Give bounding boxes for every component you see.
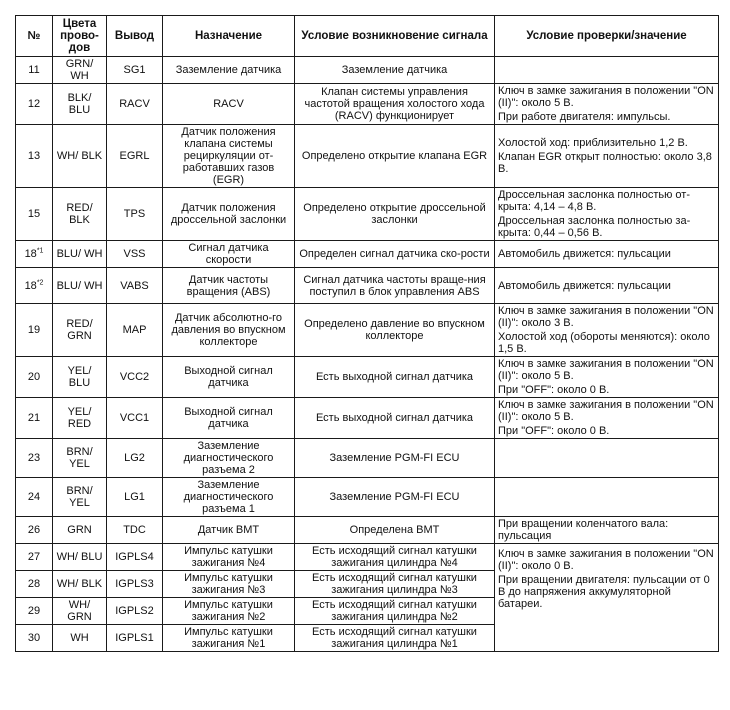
pin-number: [16, 478, 53, 517]
pin-code: SG1: [107, 57, 163, 84]
table-row: [16, 357, 719, 398]
pin-number: [16, 241, 53, 268]
table-row: [16, 478, 719, 517]
pin-purpose: Датчик абсолютно-го давления во впускном коллекторе: [163, 304, 295, 357]
table-row: [16, 398, 719, 439]
table-row: [16, 517, 719, 544]
wire-color: WH/ BLK: [53, 125, 107, 188]
pin-purpose: Импульс катушки зажигания №2: [163, 598, 295, 625]
pin-number: [16, 125, 53, 188]
pin-purpose: Импульс катушки зажигания №4: [163, 544, 295, 571]
pin-purpose: Заземление датчика: [163, 57, 295, 84]
header-num: №: [16, 16, 53, 57]
signal-condition: Есть исходящий сигнал катушки зажигания цилиндра №4: [295, 544, 495, 571]
signal-condition: Определена ВМТ: [295, 517, 495, 544]
table-row: [16, 544, 719, 571]
wire-color: GRN: [53, 517, 107, 544]
signal-condition: Есть исходящий сигнал катушки зажигания цилиндра №3: [295, 571, 495, 598]
pin-code: LG2: [107, 439, 163, 478]
pin-number-value: 20: [27, 371, 41, 383]
check-line: При вращении коленчатого вала: пульсация: [498, 518, 669, 542]
check-condition: [495, 398, 719, 439]
pin-number: [16, 439, 53, 478]
signal-condition: Есть исходящий сигнал катушки зажигания цилиндра №2: [295, 598, 495, 625]
pin-number: [16, 268, 53, 304]
table-row: [16, 84, 719, 125]
check-line: Дроссельная заслонка полностью от-крыта: 4,14 – 4,8 В.: [498, 189, 691, 213]
check-condition: [495, 517, 719, 544]
wire-color: BLU/ WH: [53, 241, 107, 268]
signal-condition: Заземление PGM-FI ECU: [295, 478, 495, 517]
check-line: Ключ в замке зажигания в положении "ON (II)": около 5 В.: [498, 85, 714, 109]
wire-color: YEL/ RED: [53, 398, 107, 439]
pin-number: [16, 517, 53, 544]
pin-code: VCC1: [107, 398, 163, 439]
pin-number-value: 18: [24, 279, 37, 292]
signal-condition: Есть выходной сигнал датчика: [295, 357, 495, 398]
pin-code: VCC2: [107, 357, 163, 398]
check-line: Ключ в замке зажигания в положении "ON (II)": около 0 В.: [498, 548, 714, 572]
signal-condition: Определено открытие дроссельной заслонки: [295, 188, 495, 241]
pin-number-value: 15: [27, 208, 41, 220]
table-row: [16, 188, 719, 241]
wire-color: WH/ BLU: [53, 544, 107, 571]
pin-number: 30: [16, 625, 53, 652]
pin-code: IGPLS2: [107, 598, 163, 625]
pin-code: LG1: [107, 478, 163, 517]
wire-color: WH/ BLK: [53, 571, 107, 598]
pin-number-value: 24: [27, 491, 41, 503]
pin-purpose: Импульс катушки зажигания №1: [163, 625, 295, 652]
header-check-condition: Условие проверки/значение: [495, 16, 719, 57]
wire-color: GRN/ WH: [53, 57, 107, 84]
pin-number-value: 11: [28, 64, 40, 76]
check-condition: [495, 478, 719, 517]
check-line: Холостой ход: приблизительно 1,2 В.: [498, 137, 688, 149]
signal-condition: Определено открытие клапана EGR: [295, 125, 495, 188]
header-signal-condition: Условие возникновение сигнала: [295, 16, 495, 57]
pin-number: [16, 57, 53, 84]
footnote-marker: *1: [36, 247, 44, 255]
pin-purpose: Выходной сигнал датчика: [163, 357, 295, 398]
check-line: Холостой ход (обороты меняются): около 1,5 В.: [498, 331, 710, 355]
pin-code: RACV: [107, 84, 163, 125]
check-condition: [495, 357, 719, 398]
pin-purpose: Сигнал датчика скорости: [163, 241, 295, 268]
signal-condition: Заземление PGM-FI ECU: [295, 439, 495, 478]
pin-number-value: 19: [27, 324, 41, 336]
table-row: [16, 439, 719, 478]
header-wire-color: Цвета прово-дов: [53, 16, 107, 57]
check-line: Дроссельная заслонка полностью за-крыта: 0,44 – 0,56 В.: [498, 215, 691, 239]
wire-color: RED/ GRN: [53, 304, 107, 357]
check-line: При работе двигателя: импульсы.: [498, 111, 671, 123]
pin-purpose: Заземление диагностического разъема 2: [163, 439, 295, 478]
pin-number: 28: [16, 571, 53, 598]
table-row: [16, 125, 719, 188]
check-condition: [495, 84, 719, 125]
wire-color: WH/ GRN: [53, 598, 107, 625]
check-line: Автомобиль движется: пульсации: [498, 279, 671, 292]
table-header-row: [16, 16, 719, 57]
pin-purpose: RACV: [163, 84, 295, 125]
check-line: При "OFF": около 0 В.: [498, 425, 610, 437]
table-row: [16, 268, 719, 304]
pin-code: TDC: [107, 517, 163, 544]
check-line: Клапан EGR открыт полностью: около 3,8 В.: [498, 151, 712, 175]
pin-code: TPS: [107, 188, 163, 241]
wire-color: BRN/ YEL: [53, 478, 107, 517]
check-condition: [495, 241, 719, 268]
header-pin: Вывод: [107, 16, 163, 57]
pin-code: IGPLS3: [107, 571, 163, 598]
pin-code: VABS: [107, 268, 163, 304]
check-condition: [495, 57, 719, 84]
pin-purpose: Выходной сигнал датчика: [163, 398, 295, 439]
pin-number: [16, 188, 53, 241]
check-line: Ключ в замке зажигания в положении "ON (II)": около 5 В.: [498, 399, 714, 423]
check-condition: [495, 439, 719, 478]
pin-code: IGPLS1: [107, 625, 163, 652]
pin-number-value: 26: [27, 524, 41, 536]
pinout-sheet: [15, 15, 718, 652]
header-purpose: Назначение: [163, 16, 295, 57]
table-row: [16, 241, 719, 268]
pin-number-value: 13: [27, 150, 41, 162]
check-line: При "OFF": около 0 В.: [498, 384, 610, 396]
wire-color: BRN/ YEL: [53, 439, 107, 478]
check-condition: [495, 188, 719, 241]
pin-purpose: Импульс катушки зажигания №3: [163, 571, 295, 598]
signal-condition: Клапан системы управления частотой вращения холостого хода (RACV) функционирует: [295, 84, 495, 125]
pin-number-value: 21: [27, 412, 41, 424]
pin-number: [16, 84, 53, 125]
table-body: [16, 57, 719, 652]
pin-number: 29: [16, 598, 53, 625]
signal-condition: Сигнал датчика частоты враще-ния поступил в блок управления ABS: [295, 268, 495, 304]
check-line: Ключ в замке зажигания в положении "ON (II)": около 5 В.: [498, 358, 714, 382]
check-line: Автомобиль движется: пульсации: [498, 248, 671, 260]
signal-condition: Определен сигнал датчика ско-рости: [295, 241, 495, 268]
pin-code: MAP: [107, 304, 163, 357]
table-row: [16, 57, 719, 84]
pin-number: [16, 304, 53, 357]
wire-color: BLK/ BLU: [53, 84, 107, 125]
signal-condition: Определено давление во впускном коллекторе: [295, 304, 495, 357]
pin-number: [16, 398, 53, 439]
pin-number-value: 18: [24, 248, 37, 260]
wire-color: YEL/ BLU: [53, 357, 107, 398]
signal-condition: Есть выходной сигнал датчика: [295, 398, 495, 439]
check-line: Ключ в замке зажигания в положении "ON (II)": около 3 В.: [498, 305, 714, 329]
check-line: При вращении двигателя: пульсации от 0 В до напряжения аккумуляторной батареи.: [498, 574, 710, 610]
pin-purpose: Датчик положения клапана системы рециркуляции от-работавших газов (EGR): [163, 125, 295, 188]
signal-condition: Заземление датчика: [295, 57, 495, 84]
wire-color: WH: [53, 625, 107, 652]
wire-color: RED/ BLK: [53, 188, 107, 241]
pin-number: [16, 357, 53, 398]
pin-number-value: 12: [27, 98, 41, 110]
pin-purpose: Датчик положения дроссельной заслонки: [163, 188, 295, 241]
table-row: [16, 304, 719, 357]
footnote-marker: *2: [36, 278, 44, 286]
check-condition-ignition: [495, 544, 719, 652]
check-condition: [495, 125, 719, 188]
check-condition: [495, 268, 719, 304]
pin-code: EGRL: [107, 125, 163, 188]
pin-number-value: 23: [27, 452, 41, 464]
check-condition: [495, 304, 719, 357]
pin-number: 27: [16, 544, 53, 571]
pin-purpose: Датчик ВМТ: [163, 517, 295, 544]
pin-purpose: Датчик частоты вращения (ABS): [163, 268, 295, 304]
wire-color: BLU/ WH: [53, 268, 107, 304]
pin-code: VSS: [107, 241, 163, 268]
signal-condition: Есть исходящий сигнал катушки зажигания цилиндра №1: [295, 625, 495, 652]
ecu-pinout-table: [15, 15, 719, 652]
pin-code: IGPLS4: [107, 544, 163, 571]
pin-purpose: Заземление диагностического разъема 1: [163, 478, 295, 517]
